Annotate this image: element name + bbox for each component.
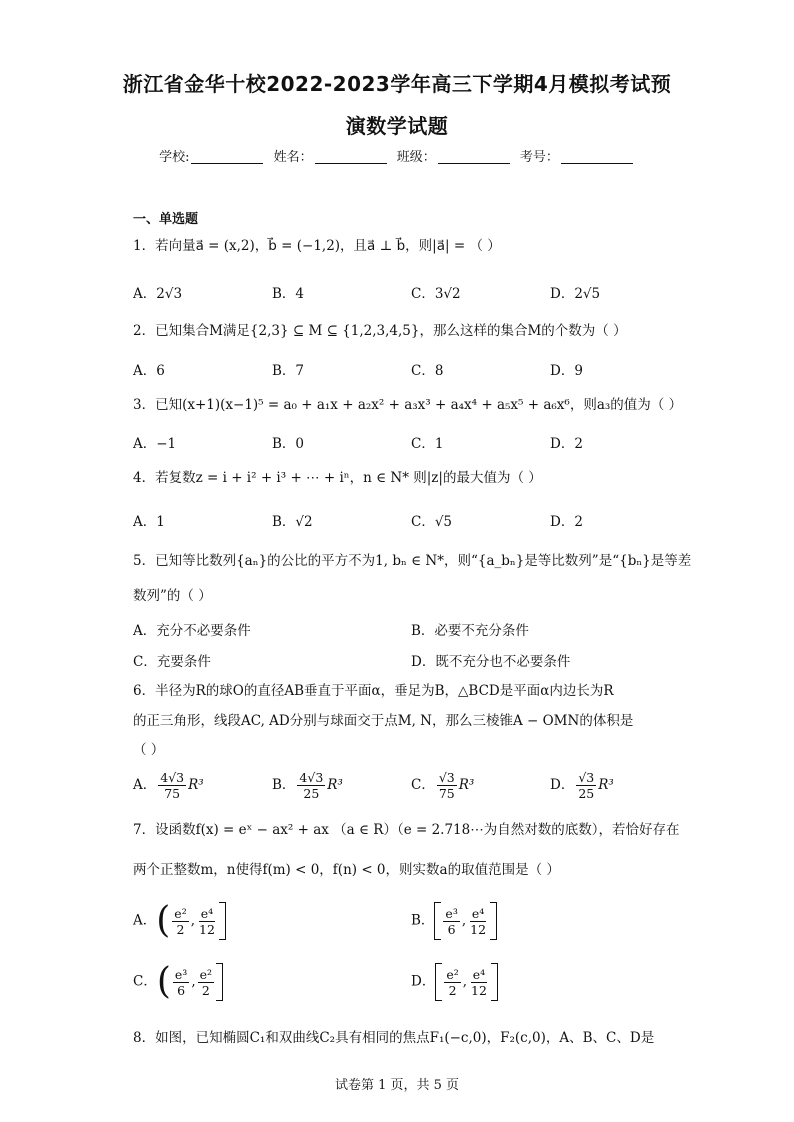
question-5-stem-line1: 5．已知等比数列{aₙ}的公比的平方不为1, bₙ ∈ N*，则“{a_bₙ}是等比数列”是“{bₙ}是等差 <box>133 553 692 569</box>
q2-option-b: B．7 <box>272 363 305 379</box>
question-6-stem-line3: （ ） <box>133 742 165 758</box>
q1-option-a: A．2√3 <box>133 286 183 302</box>
q4-option-c: C．√5 <box>411 514 453 530</box>
q2-option-c: C．8 <box>411 363 444 379</box>
q4-option-b: B．√2 <box>272 514 313 530</box>
q5-option-d: D．既不充分也不必要条件 <box>411 654 571 670</box>
page-footer: 试卷第 1 页，共 5 页 <box>334 1078 460 1093</box>
exam-title-line1: 浙江省金华十校2022-2023学年高三下学期4月模拟考试预 <box>122 72 672 96</box>
q1-option-d: D．2√5 <box>550 286 601 302</box>
q6-option-c: C． $\frac{√3}{75}$ R³ <box>411 770 475 801</box>
q2-option-a: A．6 <box>133 363 165 379</box>
q2-option-d: D．9 <box>550 363 583 379</box>
question-7-stem-line1: 7．设函数f(x) = eˣ − ax² + ax （a ∈ R）（e = 2.718⋯为自然对数的底数），若恰好存在 <box>133 822 680 838</box>
q5-option-a: A．充分不必要条件 <box>133 623 251 639</box>
q4-option-d: D．2 <box>550 514 583 530</box>
q3-option-b: B．0 <box>272 436 305 452</box>
question-1-stem: 1．若向量a⃗ = (x,2)，b⃗ = (−1,2)，且a⃗ ⊥ b⃗，则|a⃗| = （ ） <box>133 238 501 254</box>
school-label: 学校: <box>159 150 190 165</box>
q7-option-d: D． $\frac{\text{e²}}{2}$ , $\frac{\text{e⁴}}{12}$ <box>411 963 498 1001</box>
q4-option-a: A．1 <box>133 514 165 530</box>
q3-option-c: C．1 <box>411 436 444 452</box>
q6-option-a: A． $\frac{4√3}{75}$ R³ <box>133 770 204 801</box>
q3-option-d: D．2 <box>550 436 583 452</box>
question-8-stem: 8．如图，已知椭圆C₁和双曲线C₂具有相同的焦点F₁(−c,0)，F₂(c,0)，A、B、C、D是 <box>133 1030 655 1046</box>
q7-option-a: A．( $\frac{\text{e²}}{2}$ , $\frac{\text{e⁴}}{12}$ <box>133 902 226 940</box>
school-blank[interactable] <box>191 149 263 164</box>
exam-number-label: 考号： <box>519 150 559 165</box>
question-7-stem-line2: 两个正整数m，n使得f(m) < 0，f(n) < 0，则实数a的取值范围是（ ） <box>133 862 560 878</box>
exam-title-line2: 演数学试题 <box>345 114 449 138</box>
q1-option-b: B．4 <box>272 286 305 302</box>
q7-option-b: B． $\frac{\text{e³}}{6}$ , $\frac{\text{e⁴}}{12}$ <box>411 902 497 940</box>
q5-option-b: B．必要不充分条件 <box>411 623 529 639</box>
q5-option-c: C．充要条件 <box>133 654 211 670</box>
question-6-stem-line2: 的正三角形，线段AC, AD分别与球面交于点M, N，那么三棱锥A − OMN的体积是 <box>133 713 634 729</box>
question-4-stem: 4．若复数z = i + i² + i³ + ⋯ + iⁿ，n ∈ N* 则|z|的最大值为（ ） <box>133 470 542 486</box>
name-label: 姓名： <box>273 150 313 165</box>
question-2-stem: 2．已知集合M满足{2,3} ⊆ M ⊆ {1,2,3,4,5}，那么这样的集合M的个数为（ ） <box>133 323 627 339</box>
q1-option-c: C．3√2 <box>411 286 461 302</box>
q3-option-a: A．−1 <box>133 436 177 452</box>
exam-number-blank[interactable] <box>561 149 633 164</box>
section-heading-single-choice: 一、单选题 <box>133 212 199 227</box>
class-label: 班级： <box>396 150 436 165</box>
question-3-stem: 3．已知(x+1)(x−1)⁵ = a₀ + a₁x + a₂x² + a₃x³ + a₄x⁴ + a₅x⁵ + a₆x⁶，则a₃的值为（ ） <box>133 397 683 413</box>
q6-option-d: D． $\frac{√3}{25}$ R³ <box>550 770 614 801</box>
student-info-line <box>0 146 794 165</box>
name-blank[interactable] <box>315 149 387 164</box>
question-5-stem-line2: 数列”的（ ） <box>133 588 212 604</box>
q6-option-b: B． $\frac{4√3}{25}$ R³ <box>272 770 343 801</box>
class-blank[interactable] <box>438 149 510 164</box>
question-6-stem-line1: 6．半径为R的球O的直径AB垂直于平面α，垂足为B，△BCD是平面α内边长为R <box>133 683 614 699</box>
q7-option-c: C．( $\frac{\text{e³}}{6}$ , $\frac{\text{e²}}{2}$ <box>133 963 223 1001</box>
